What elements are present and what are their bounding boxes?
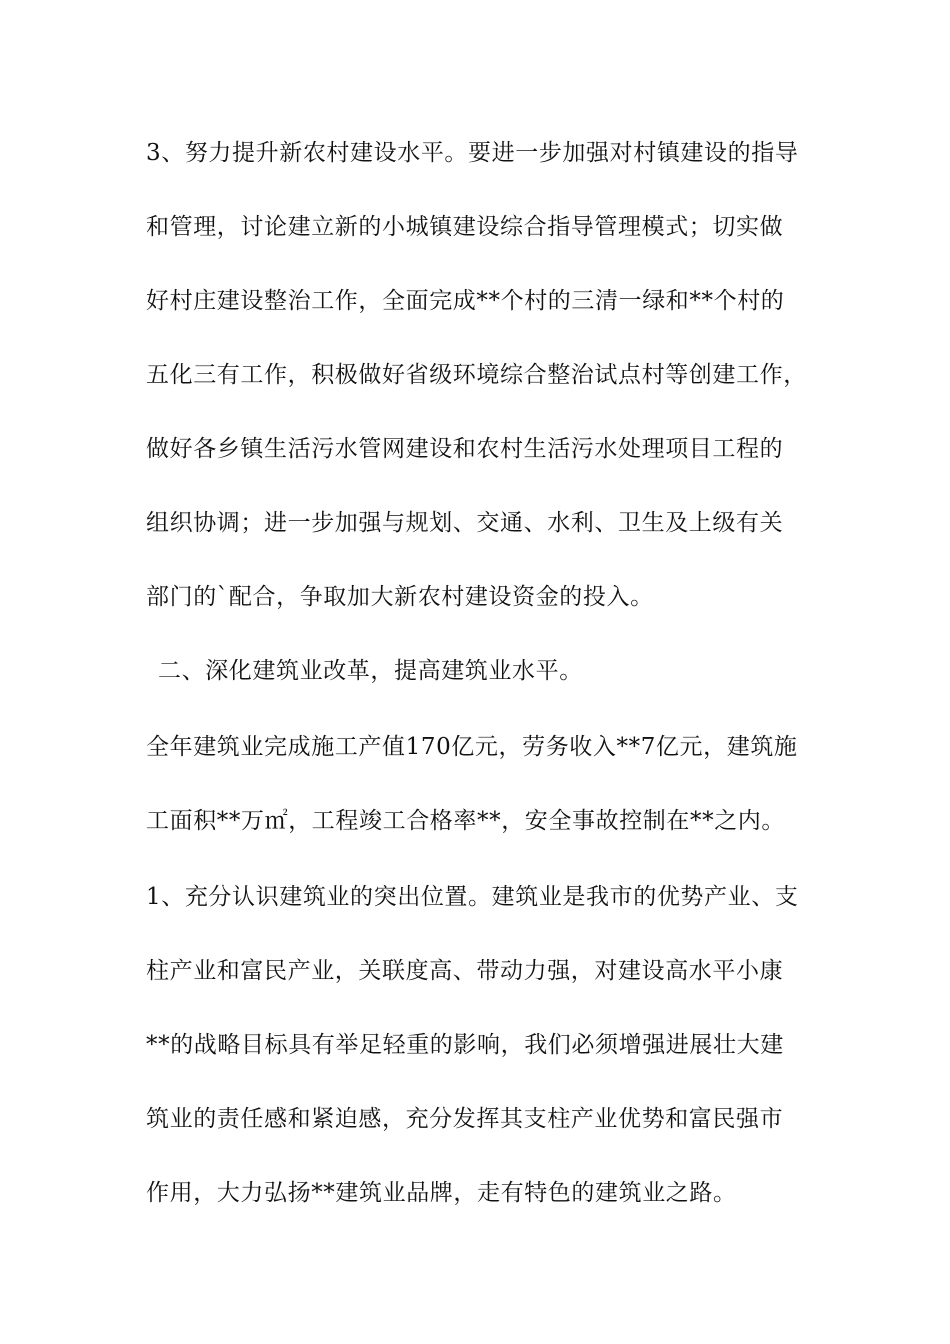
paragraph-line: 1、充分认识建筑业的突出位置。建筑业是我市的优势产业、支 [146,884,799,910]
paragraph-line: 工面积**万㎡，工程竣工合格率**，安全事故控制在**之内。 [146,808,785,834]
paragraph-line: 好村庄建设整治工作，全面完成**个村的三清一绿和**个村的 [146,288,785,314]
paragraph-line: 全年建筑业完成施工产值170亿元，劳务收入**7亿元，建筑施 [146,734,798,760]
paragraph-line: 部门的`配合，争取加大新农村建设资金的投入。 [146,584,654,610]
paragraph-line: 柱产业和富民产业，关联度高、带动力强，对建设高水平小康 [146,958,784,984]
paragraph-line: 五化三有工作，积极做好省级环境综合整治试点村等创建工作， [146,362,807,388]
paragraph-line: 作用，大力弘扬**建筑业品牌，走有特色的建筑业之路。 [146,1180,737,1206]
paragraph-line: **的战略目标具有举足轻重的影响，我们必须增强进展壮大建 [146,1032,784,1058]
paragraph-line: 3、努力提升新农村建设水平。要进一步加强对村镇建设的指导 [146,140,799,166]
paragraph-line: 筑业的责任感和紧迫感，充分发挥其支柱产业优势和富民强市 [146,1106,784,1132]
paragraph-line: 组织协调；进一步加强与规划、交通、水利、卫生及上级有关 [146,510,784,536]
section-heading: 二、深化建筑业改革，提高建筑业水平。 [158,658,583,684]
paragraph-line: 和管理，讨论建立新的小城镇建设综合指导管理模式；切实做 [146,214,784,240]
paragraph-line: 做好各乡镇生活污水管网建设和农村生活污水处理项目工程的 [146,436,784,462]
